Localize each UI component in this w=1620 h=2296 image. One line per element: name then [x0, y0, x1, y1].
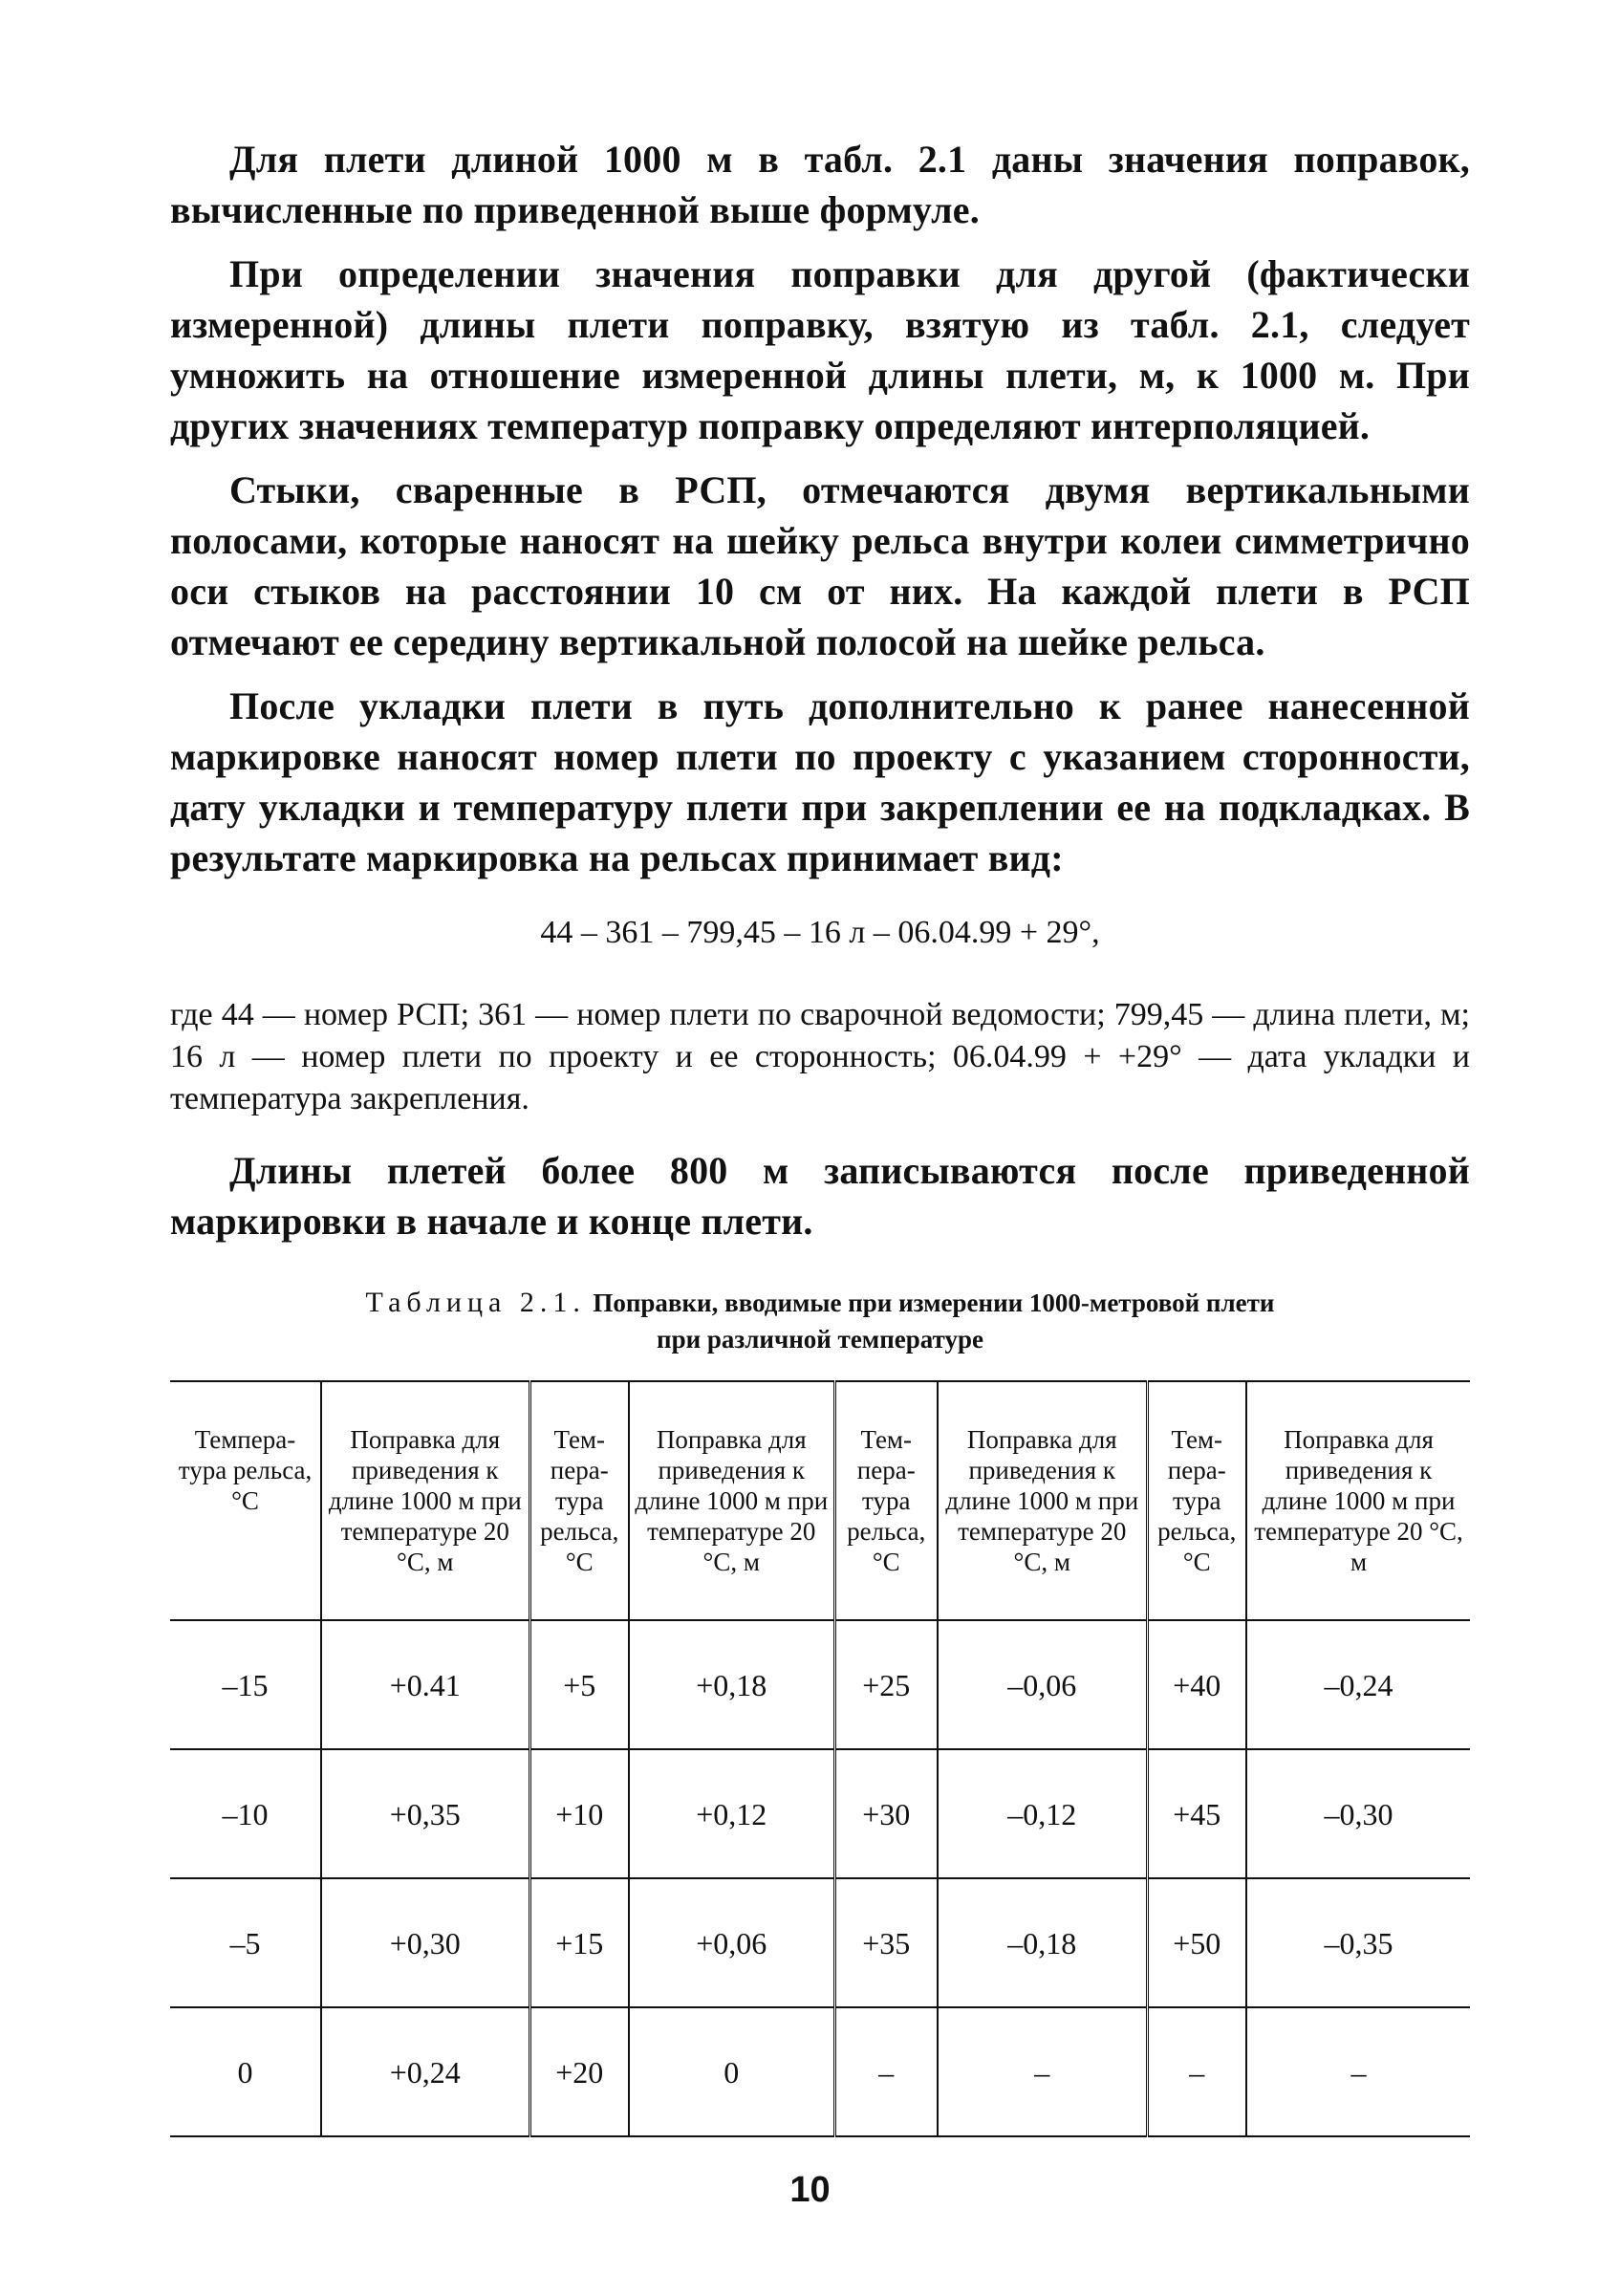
header-correction-3: Поправка для приведения к длине 1000 м при температуре 20 °С, м	[938, 1381, 1147, 1620]
table-cell: –	[938, 2007, 1147, 2136]
table-row	[170, 1620, 1470, 1749]
table-row	[170, 1749, 1470, 1878]
page-number: 10	[789, 2170, 831, 2210]
table-caption-label: Таблица 2.1.	[365, 1287, 586, 1318]
table-cell: –0,35	[1246, 1878, 1470, 2007]
paragraph-2: При определении значения поправки для другой (фактически измеренной) длины плети поправку, взятую из табл. 2.1, следует умножить на отношение измеренной длины плети, м, к 1000 м. При других значениях температур поправку определяют интерполяцией.	[170, 252, 1470, 447]
formula-legend: где 44 — номер РСП; 361 — номер плети по сварочной ведомости; 799,45 — длина плети, м; 16 л — номер плети по проекту и ее сторонность; 06.04.99 + +29° — дата укладки и температура закрепления.	[170, 997, 1470, 1116]
table-cell: –0,24	[1246, 1620, 1470, 1749]
paragraph-3: Стыки, сваренные в РСП, отмечаются двумя вертикальными полосами, которые наносят на шейку рельса внутри колеи симметрично оси стыков на расстоянии 10 см от них. На каждой плети в РСП отмечают ее середину вертикальной полосой на шейке рельса.	[170, 468, 1470, 663]
table-caption	[170, 1285, 1470, 1357]
table-cell: –0,12	[938, 1749, 1147, 1878]
header-temperature-3: Тем-пера-тура рельса, °С	[834, 1381, 938, 1620]
table-caption-title-line-1: Поправки, вводимые при измерении 1000-метровой плети	[593, 1289, 1275, 1317]
table-cell: –	[1246, 2007, 1470, 2136]
header-correction-1: Поправка для приведения к длине 1000 м при температуре 20 °С, м	[321, 1381, 529, 1620]
header-temperature-1: Темпера-тура рельса, °С	[170, 1381, 321, 1620]
table-row	[170, 2007, 1470, 2136]
table-cell: +40	[1147, 1620, 1246, 1749]
paragraph-1: Для плети длиной 1000 м в табл. 2.1 даны значения поправок, вычисленные по приведенной выше формуле.	[170, 138, 1470, 231]
header-correction-4: Поправка для приведения к длине 1000 м при температуре 20 °С, м	[1246, 1381, 1470, 1620]
table-header-row	[170, 1381, 1470, 1620]
table-cell: +0,06	[629, 1878, 834, 2007]
table-cell: –10	[170, 1749, 321, 1878]
table-cell: +0,12	[629, 1749, 834, 1878]
table-cell: –15	[170, 1620, 321, 1749]
table-cell: +0,24	[321, 2007, 529, 2136]
header-temperature-4: Тем-пера-тура рельса, °С	[1147, 1381, 1246, 1620]
table-caption-title-line-2: при различной температуре	[657, 1325, 983, 1354]
table-cell: 0	[629, 2007, 834, 2136]
header-temperature-2: Тем-пера-тура рельса, °С	[529, 1381, 629, 1620]
header-correction-2: Поправка для приведения к длине 1000 м при температуре 20 °С, м	[629, 1381, 834, 1620]
table-cell: –5	[170, 1878, 321, 2007]
table-cell: –0,30	[1246, 1749, 1470, 1878]
table-cell: –0,06	[938, 1620, 1147, 1749]
table-cell: 0	[170, 2007, 321, 2136]
marking-formula: 44 – 361 – 799,45 – 16 л – 06.04.99 + 29°,	[540, 915, 1100, 950]
table-cell: +20	[529, 2007, 629, 2136]
paragraph-5: Длины плетей более 800 м записываются после приведенной маркировки в начале и конце плети.	[170, 1149, 1470, 1243]
table-cell: +0,30	[321, 1878, 529, 2007]
paragraph-4: После укладки плети в путь дополнительно к ранее нанесенной маркировке наносят номер плети по проекту с указанием сторонности, дату укладки и температуру плети при закреплении ее на подкладках. В результате маркировка на рельсах принимает вид:	[170, 684, 1470, 879]
document-page	[170, 134, 1470, 2137]
table-cell: +25	[834, 1620, 938, 1749]
table-cell: +35	[834, 1878, 938, 2007]
table-cell: +0,35	[321, 1749, 529, 1878]
table-cell: +50	[1147, 1878, 1246, 2007]
table-cell: +15	[529, 1878, 629, 2007]
table-cell: +5	[529, 1620, 629, 1749]
table-cell: +45	[1147, 1749, 1246, 1878]
table-cell: +0.41	[321, 1620, 529, 1749]
table-cell: –	[834, 2007, 938, 2136]
table-cell: +30	[834, 1749, 938, 1878]
table-row	[170, 1878, 1470, 2007]
table-cell: +10	[529, 1749, 629, 1878]
table-cell: –	[1147, 2007, 1246, 2136]
corrections-table	[170, 1380, 1470, 2137]
table-cell: –0,18	[938, 1878, 1147, 2007]
table-cell: +0,18	[629, 1620, 834, 1749]
